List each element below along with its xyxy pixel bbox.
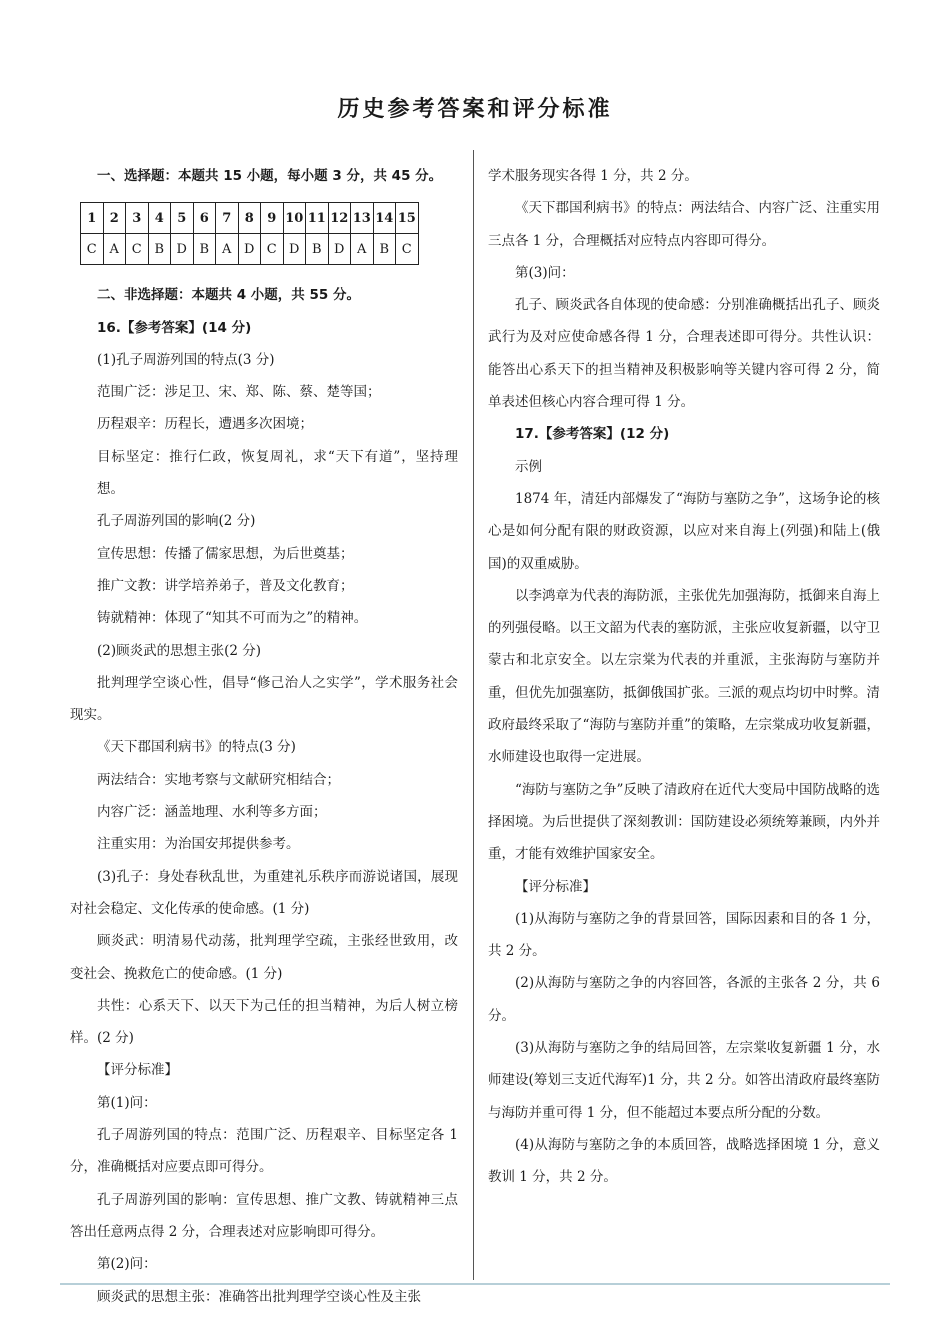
answer-paragraph: 孔子周游列国的影响(2 分): [97, 513, 256, 530]
answer-paragraph: 批判理学空谈心性，倡导“修己治人之实学”，学术服务社会现实。: [70, 674, 458, 724]
question-number-cell: 10: [283, 203, 306, 234]
answer-paragraph: 第(2)问：: [97, 1256, 157, 1273]
answer-paragraph: 推广文教：讲学培养弟子，普及文化教育；: [97, 577, 354, 594]
question-number-cell: 13: [351, 203, 374, 234]
answer-paragraph: 铸就精神：体现了“知其不可而为之”的精神。: [97, 610, 368, 627]
answer-cell: B: [193, 234, 216, 265]
answer-cell: D: [328, 234, 351, 265]
question-number-cell: 1: [81, 203, 104, 234]
answer-paragraph: (3)从海防与塞防之争的结局回答，左宗棠收复新疆 1 分，水师建设(筹划三支近代海军)1 分，共 2 分。如答出清政府最终塞防与海防并重可得 1 分，但不能超过本要点所分配的分数。: [488, 1040, 880, 1121]
answer-paragraph: 范围广泛：涉足卫、宋、郑、陈、蔡、楚等国；: [97, 384, 381, 401]
answer-cell: C: [81, 234, 104, 265]
answer-cell: A: [216, 234, 239, 265]
answer-paragraph: 顾炎武：明清易代动荡，批判理学空疏，主张经世致用，改变社会、挽救危亡的使命感。(1 分): [70, 933, 458, 982]
answer-paragraph: 1874 年，清廷内部爆发了“海防与塞防之争”，这场争论的核心是如何分配有限的财政资源，以应对来自海上(列强)和陆上(俄国)的双重威胁。: [488, 490, 880, 572]
answer-paragraph: 16.【参考答案】(14 分): [97, 319, 252, 336]
question-number-cell: 6: [193, 203, 216, 234]
answer-paragraph: 孔子周游列国的影响：宣传思想、推广文教、铸就精神三点答出任意两点得 2 分，合理表述对应影响即可得分。: [70, 1191, 458, 1240]
answer-paragraph: (2)顾炎武的思想主张(2 分): [97, 642, 262, 659]
answer-cell: D: [283, 234, 306, 265]
answer-paragraph: (3)孔子：身处春秋乱世，为重建礼乐秩序而游说诸国，展现对社会稳定、文化传承的使命感。(1 分): [70, 868, 458, 917]
answer-cell: A: [351, 234, 374, 265]
answer-paragraph: 共性：心系天下、以天下为己任的担当精神，为后人树立榜样。(2 分): [70, 997, 458, 1047]
answer-cell: B: [373, 234, 396, 265]
answer-paragraph: 以李鸿章为代表的海防派，主张优先加强海防，抵御来自海上的列强侵略。以王文韶为代表的塞防派，主张应收复新疆，以守卫蒙古和北京安全。以左宗棠为代表的并重派，主张海防与塞防并重，但优先加强塞防，抵御俄国扩张。三派的观点均切中时弊。清政府最终采取了“海防与塞防并重”的策略，左宗棠成功收复新疆，水师建设也取得一定进展。: [488, 587, 880, 766]
answer-paragraph: (1)从海防与塞防之争的背景回答，国际因素和目的各 1 分，共 2 分。: [488, 910, 880, 960]
answer-row: [81, 234, 419, 265]
question-number-cell: 9: [261, 203, 284, 234]
answer-paragraph: 历程艰辛：历程长，遭遇多次困境；: [97, 416, 313, 433]
question-number-row: [81, 203, 419, 234]
question-number-cell: 3: [126, 203, 149, 234]
answer-paragraph: 示例: [515, 458, 542, 475]
answer-paragraph: 两法结合：实地考察与文献研究相结合；: [97, 771, 340, 788]
question-number-cell: 5: [171, 203, 194, 234]
question-number-cell: 15: [396, 203, 419, 234]
answer-paragraph: 17.【参考答案】(12 分): [515, 426, 670, 443]
answer-cell: C: [261, 234, 284, 265]
answer-paragraph: 目标坚定：推行仁政，恢复周礼，求“天下有道”，坚持理想。: [97, 448, 458, 498]
question-number-cell: 4: [148, 203, 171, 234]
question-number-cell: 8: [238, 203, 261, 234]
answer-paragraph: 《天下郡国利病书》的特点：两法结合、内容广泛、注重实用三点各 1 分，合理概括对应特点内容即可得分。: [488, 200, 880, 249]
question-number-cell: 2: [103, 203, 126, 234]
left-column-body: [70, 312, 458, 1313]
answer-paragraph: 第(3)问：: [515, 264, 575, 281]
answer-paragraph: 学术服务现实各得 1 分，共 2 分。: [488, 168, 698, 184]
answer-cell: A: [103, 234, 126, 265]
left-column: [70, 160, 458, 1313]
column-divider: [473, 150, 474, 1280]
section2-heading: 二、非选择题：本题共 4 小题，共 55 分。: [97, 287, 360, 304]
answer-cell: D: [171, 234, 194, 265]
right-column: [488, 160, 880, 1194]
question-number-cell: 12: [328, 203, 351, 234]
answer-paragraph: 《天下郡国利病书》的特点(3 分): [97, 739, 296, 756]
answer-paragraph: (4)从海防与塞防之争的本质回答，战略选择困境 1 分，意义教训 1 分，共 2 分。: [488, 1136, 880, 1186]
section1-heading: 一、选择题：本题共 15 小题，每小题 3 分，共 45 分。: [97, 168, 443, 184]
answer-key-table: [80, 202, 419, 265]
answer-cell: C: [126, 234, 149, 265]
answer-cell: B: [148, 234, 171, 265]
answer-cell: D: [238, 234, 261, 265]
answer-paragraph: 孔子、顾炎武各自体现的使命感：分别准确概括出孔子、顾炎武行为及对应使命感各得 1 分，合理表述即可得分。共性认识：能答出心系天下的担当精神及积极影响等关键内容可得 2 分，简单表述但核心内容合理可得 1 分。: [488, 297, 880, 411]
question-number-cell: 11: [306, 203, 329, 234]
answer-paragraph: 【评分标准】: [515, 878, 596, 895]
answer-paragraph: (2)从海防与塞防之争的内容回答，各派的主张各 2 分，共 6 分。: [488, 975, 880, 1024]
page-title: 历史参考答案和评分标准: [337, 97, 613, 122]
answer-paragraph: 内容广泛：涵盖地理、水利等多方面；: [97, 804, 327, 821]
answer-cell: C: [396, 234, 419, 265]
answer-paragraph: 孔子周游列国的特点：范围广泛、历程艰辛、目标坚定各 1 分，准确概括对应要点即可得分。: [70, 1127, 458, 1176]
answer-paragraph: 第(1)问：: [97, 1094, 157, 1111]
answer-paragraph: 顾炎武的思想主张：准确答出批判理学空谈心性及主张: [97, 1288, 421, 1305]
answer-paragraph: 注重实用：为治国安邦提供参考。: [97, 836, 300, 853]
question-number-cell: 7: [216, 203, 239, 234]
question-number-cell: 14: [373, 203, 396, 234]
answer-cell: B: [306, 234, 329, 265]
answer-paragraph: 宣传思想：传播了儒家思想，为后世奠基；: [97, 545, 354, 562]
answer-paragraph: (1)孔子周游列国的特点(3 分): [97, 351, 275, 368]
answer-paragraph: “海防与塞防之争”反映了清政府在近代大变局中国防战略的选择困境。为后世提供了深刻教训：国防建设必须统筹兼顾，内外并重，才能有效维护国家安全。: [488, 781, 880, 863]
right-column-body: [488, 160, 880, 1194]
answer-paragraph: 【评分标准】: [97, 1062, 178, 1079]
footer-rule: [60, 1283, 890, 1285]
